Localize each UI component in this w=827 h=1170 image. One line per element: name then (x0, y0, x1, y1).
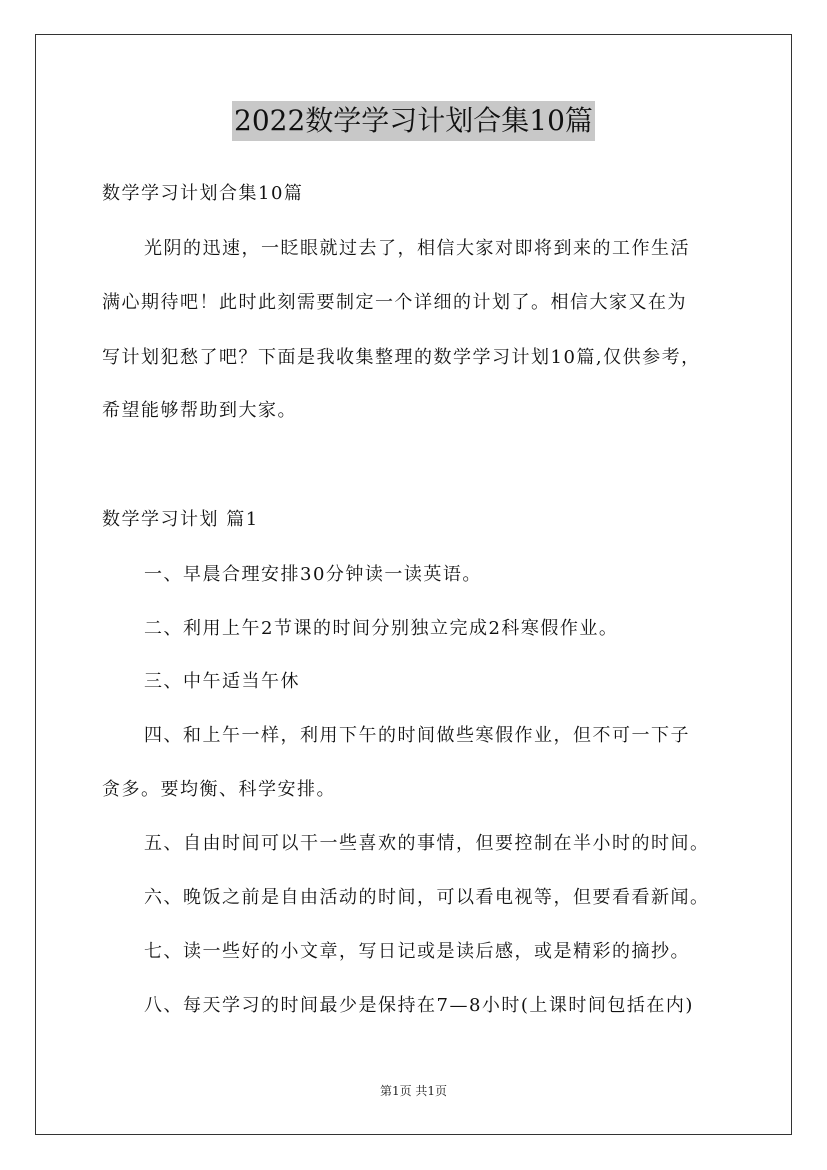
list-item-6: 六、晚饭之前是自由活动的时间，可以看电视等，但要看看新闻。 (144, 887, 710, 908)
document-subtitle: 数学学习计划合集10篇 (102, 183, 304, 204)
list-item-2: 二、利用上午2节课的时间分别独立完成2科寒假作业。 (144, 618, 619, 639)
list-item-8: 八、每天学习的时间最少是保持在7—8小时(上课时间包括在内) (144, 995, 694, 1016)
document-title: 2022数学学习计划合集10篇 (232, 101, 595, 141)
intro-line-3: 写计划犯愁了吧？下面是我收集整理的数学学习计划10篇,仅供参考， (102, 347, 701, 368)
intro-line-1: 光阴的迅速，一眨眼就过去了，相信大家对即将到来的工作生活 (144, 238, 690, 259)
list-item-4-continued: 贪多。要均衡、科学安排。 (102, 779, 336, 800)
intro-line-2: 满心期待吧！此时此刻需要制定一个详细的计划了。相信大家又在为 (102, 292, 687, 313)
list-item-3: 三、中午适当午休 (144, 671, 300, 692)
page-number-footer: 第1页 共1页 (379, 1084, 448, 1098)
list-item-7: 七、读一些好的小文章，写日记或是读后感，或是精彩的摘抄。 (144, 941, 690, 962)
list-item-1: 一、早晨合理安排30分钟读一读英语。 (144, 564, 482, 585)
list-item-5: 五、自由时间可以干一些喜欢的事情，但要控制在半小时的时间。 (144, 833, 710, 854)
title-container (0, 101, 827, 141)
intro-line-4: 希望能够帮助到大家。 (102, 400, 297, 421)
list-item-4: 四、和上午一样，利用下午的时间做些寒假作业，但不可一下子 (144, 725, 690, 746)
section-heading: 数学学习计划 篇1 (102, 509, 259, 530)
